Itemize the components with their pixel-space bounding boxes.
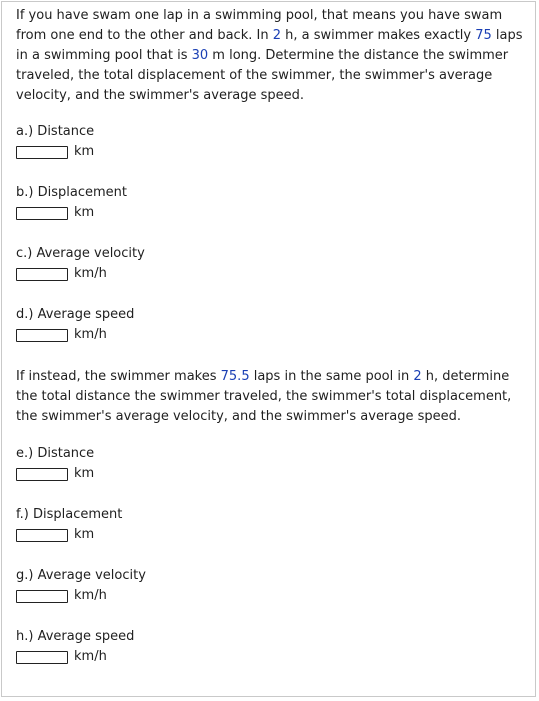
unit-label: km <box>74 205 95 220</box>
question-g <box>16 567 146 604</box>
question-label: d.) Average speed <box>16 307 135 322</box>
answer-input-average-speed[interactable] <box>16 329 68 342</box>
answer-input-distance[interactable] <box>16 146 68 159</box>
problem-statement-2 <box>16 367 528 427</box>
answer-input-average-velocity[interactable] <box>16 590 68 603</box>
answer-input-displacement[interactable] <box>16 529 68 542</box>
question-e <box>16 445 94 482</box>
answer-input-average-speed[interactable] <box>16 651 68 664</box>
question-f <box>16 506 122 543</box>
intro-text-2: h, a swimmer makes exactly <box>280 28 476 43</box>
question-b <box>16 184 127 221</box>
question-label: g.) Average velocity <box>16 568 146 583</box>
unit-label: km/h <box>74 266 107 281</box>
unit-label: km/h <box>74 588 107 603</box>
question-label: c.) Average velocity <box>16 246 145 261</box>
answer-input-distance[interactable] <box>16 468 68 481</box>
second-text-1: If instead, the swimmer makes <box>16 369 221 384</box>
unit-label: km/h <box>74 649 107 664</box>
question-label: h.) Average speed <box>16 629 135 644</box>
laps-value: 75 <box>475 28 492 43</box>
second-text-2: laps in the same pool in <box>249 369 414 384</box>
question-label: b.) Displacement <box>16 185 127 200</box>
question-d <box>16 306 134 343</box>
question-a <box>16 123 94 160</box>
question-label: e.) Distance <box>16 446 95 461</box>
second-text-3: h, determine the total distance the swimmer traveled, the swimmer's total displacement, the swimmer's average velocity, and the swimmer's average speed. <box>16 369 512 424</box>
question-h <box>16 628 134 665</box>
problem-statement-1 <box>16 6 528 106</box>
question-label: a.) Distance <box>16 124 95 139</box>
time-value: 2 <box>272 28 281 43</box>
intro-text-3: laps in a swimming pool that is <box>16 28 523 63</box>
question-c <box>16 245 145 282</box>
intro-text-4: m long. Determine the distance the swimmer traveled, the total displacement of the swimmer, the swimmer's average velocity, and the swimmer's average speed. <box>16 48 509 103</box>
unit-label: km <box>74 466 95 481</box>
question-label: f.) Displacement <box>16 507 123 522</box>
unit-label: km/h <box>74 327 107 342</box>
laps-value: 75.5 <box>220 369 250 384</box>
unit-label: km <box>74 144 95 159</box>
pool-length-value: 30 <box>191 48 209 63</box>
unit-label: km <box>74 527 95 542</box>
answer-input-average-velocity[interactable] <box>16 268 68 281</box>
question-panel <box>1 1 536 697</box>
answer-input-displacement[interactable] <box>16 207 68 220</box>
time-value: 2 <box>413 369 422 384</box>
intro-text-1: If you have swam one lap in a swimming pool, that means you have swam from one end to the other and back. In <box>16 8 503 43</box>
